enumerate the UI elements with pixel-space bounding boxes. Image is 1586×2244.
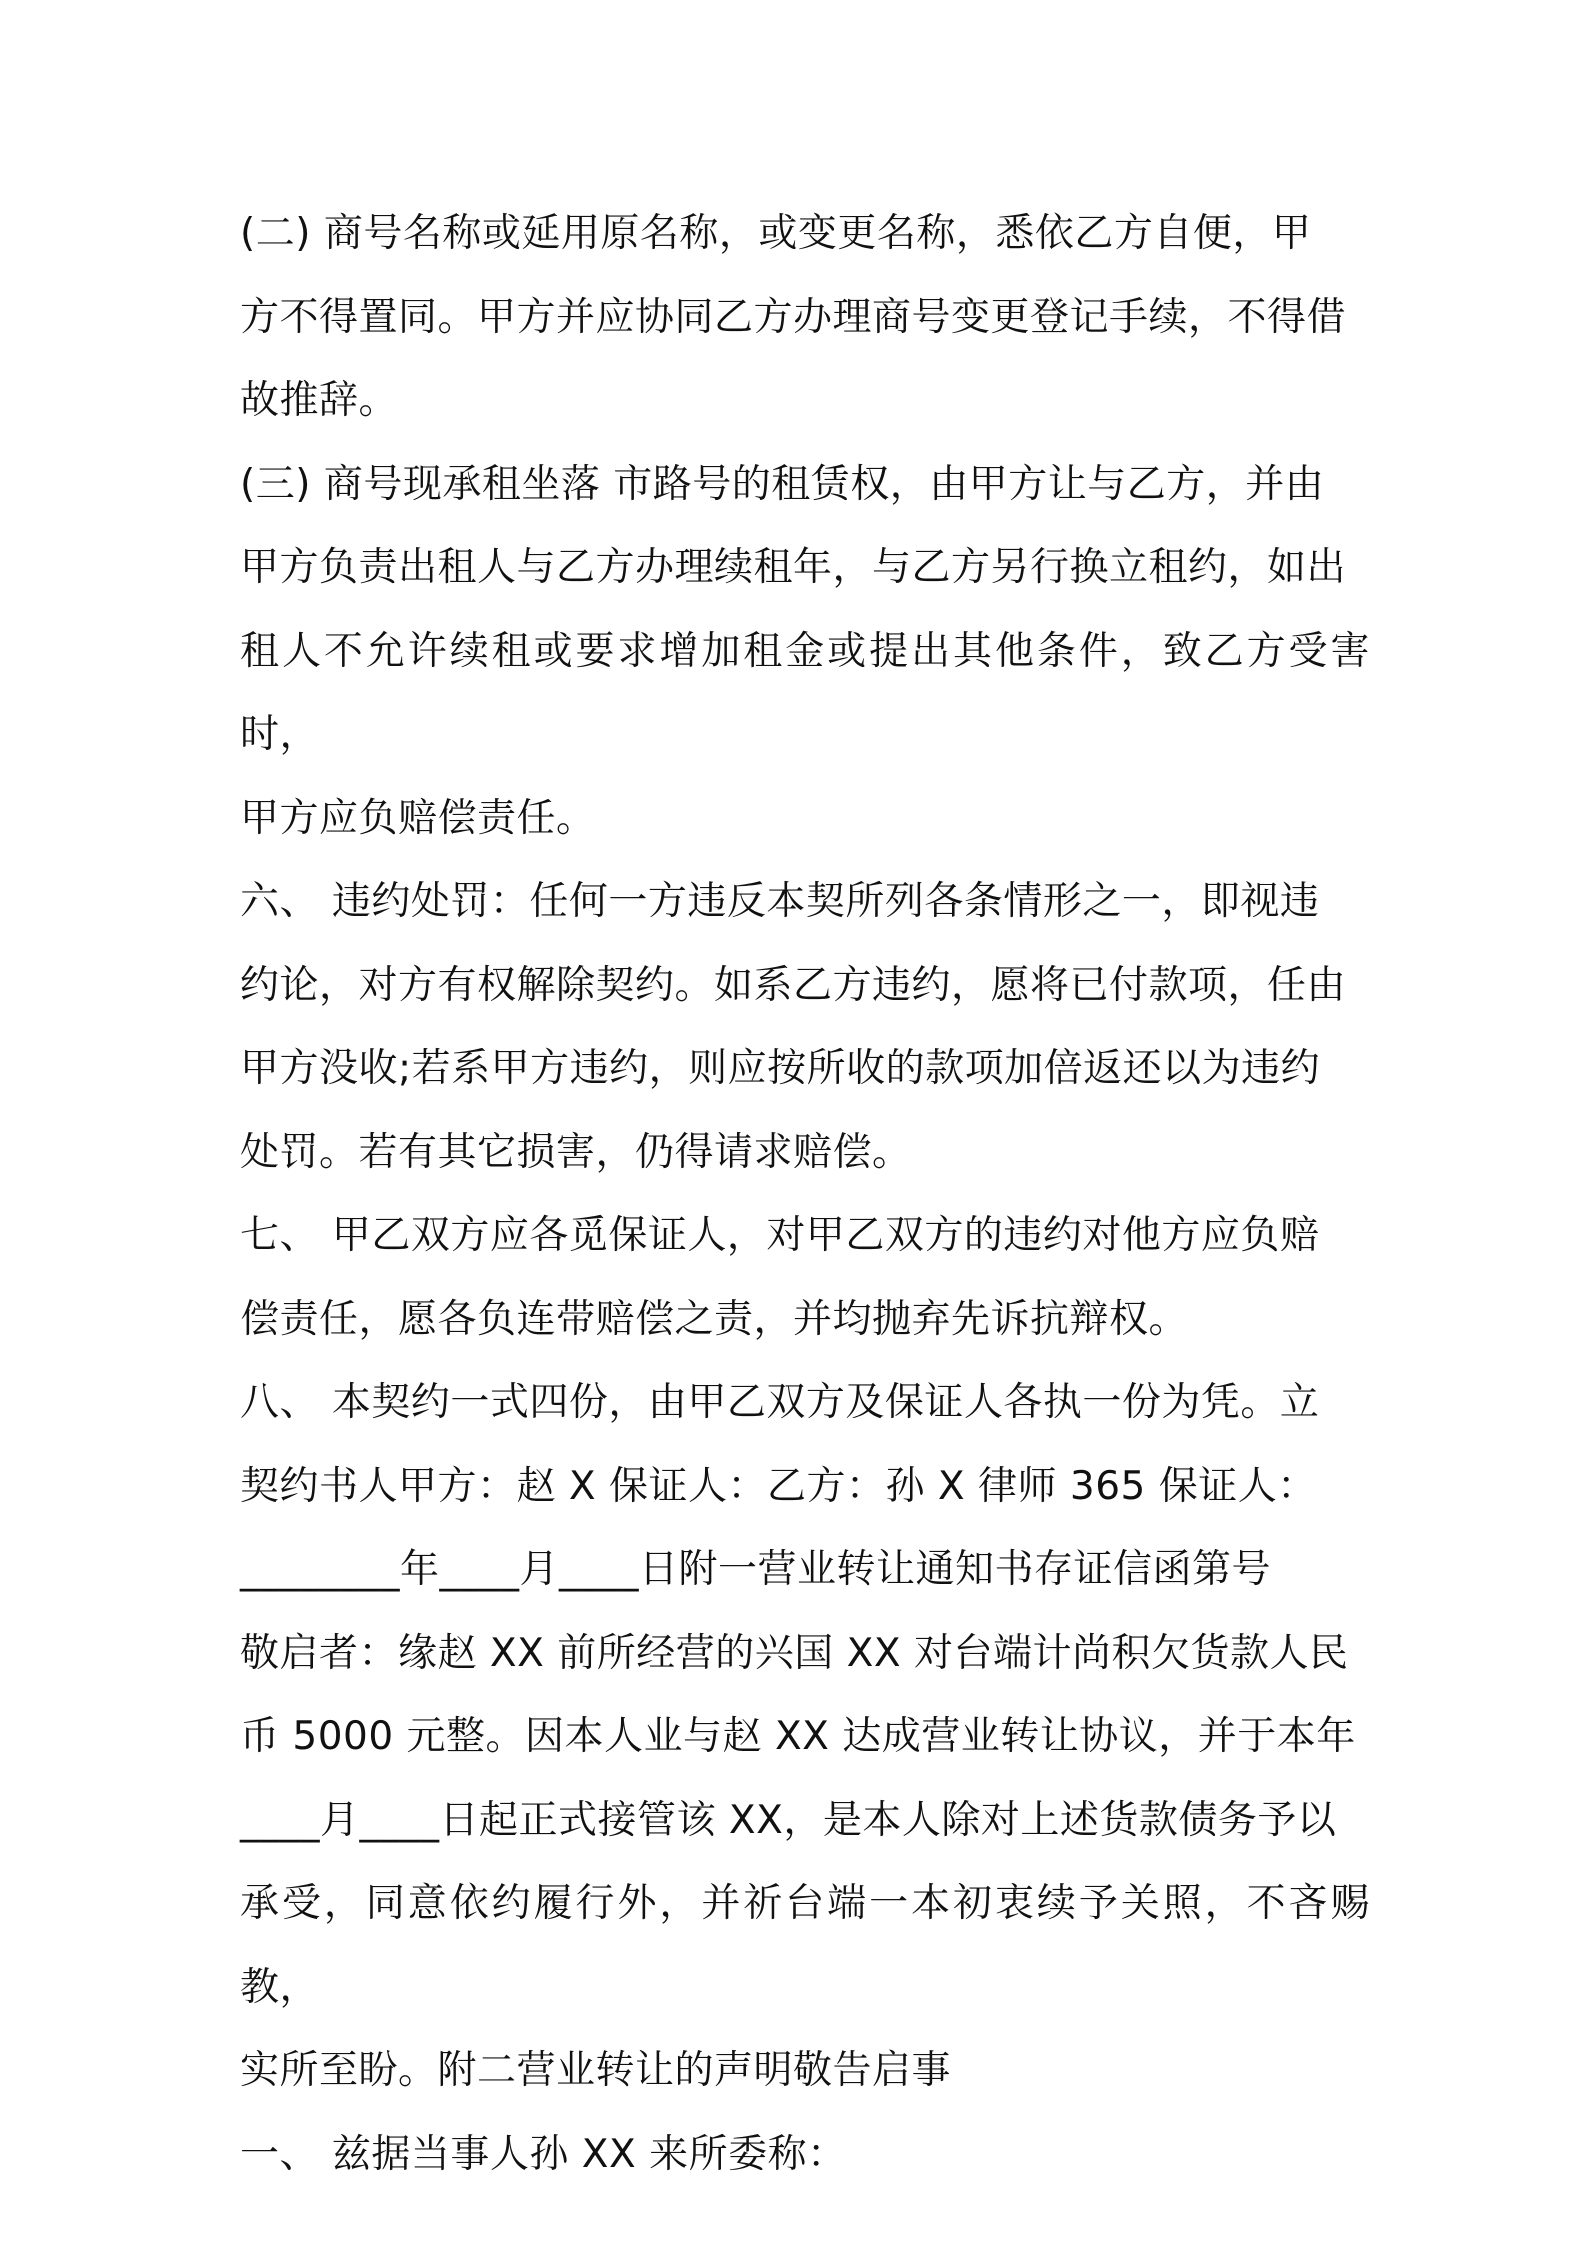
document-body xyxy=(240,192,1370,2196)
paragraph-clause-3 xyxy=(240,443,1370,861)
text-line: 六、 违约处罚：任何一方违反本契所列各条情形之一，即视违 xyxy=(240,879,1320,924)
text-line: 实所至盼。附二营业转让的声明敬告启事 xyxy=(240,2048,952,2093)
text-line: ________年____月____日附一营业转让通知书存证信函第号 xyxy=(240,1547,1272,1592)
text-line: (二) 商号名称或延用原名称，或变更名称，悉依乙方自便，甲 xyxy=(240,211,1312,256)
text-line: 租人不允许续租或要求增加租金或提出其他条件，致乙方受害时， xyxy=(240,628,1370,757)
text-line: 七、 甲乙双方应各觅保证人，对甲乙双方的违约对他方应负赔 xyxy=(240,1213,1320,1258)
text-line: (三) 商号现承租坐落 市路号的租赁权，由甲方让与乙方，并由 xyxy=(240,461,1325,507)
text-line: 甲方应负赔偿责任。 xyxy=(240,795,596,841)
text-line: 契约书人甲方：赵 X 保证人：乙方：孙 X 律师 365 保证人： xyxy=(240,1463,1317,1509)
paragraph-breach-penalty xyxy=(240,860,1370,1194)
paragraph-statement-item-1 xyxy=(240,2113,1370,2197)
text-line: 甲方没收;若系甲方违约，则应按所收的款项加倍返还以为违约 xyxy=(240,1046,1321,1091)
text-line: 偿责任，愿各负连带赔偿之责，并均抛弃先诉抗辩权。 xyxy=(240,1296,1189,1342)
text-line: 方不得置同。甲方并应协同乙方办理商号变更登记手续，不得借 xyxy=(240,294,1347,340)
paragraph-copies-and-notice xyxy=(240,1361,1370,2113)
text-line: 承受，同意依约履行外，并祈台端一本初衷续予关照，不吝赐教， xyxy=(240,1881,1370,2010)
text-line: 一、 兹据当事人孙 XX 来所委称： xyxy=(240,2131,847,2177)
paragraph-clause-2 xyxy=(240,192,1370,443)
text-line: 甲方负责出租人与乙方办理续租年，与乙方另行换立租约，如出 xyxy=(240,545,1347,590)
paragraph-guarantor xyxy=(240,1194,1370,1361)
text-line: 币 5000 元整。因本人业与赵 XX 达成营业转让协议，并于本年 xyxy=(240,1714,1356,1759)
text-line: 八、 本契约一式四份，由甲乙双方及保证人各执一份为凭。立 xyxy=(240,1380,1320,1425)
text-line: 故推辞。 xyxy=(240,378,399,423)
text-line: 处罚。若有其它损害，仍得请求赔偿。 xyxy=(240,1129,912,1175)
text-line: ____月____日起正式接管该 XX，是本人除对上述货款债务予以 xyxy=(240,1797,1337,1843)
text-line: 敬启者：缘赵 XX 前所经营的兴国 XX 对台端计尚积欠货款人民 xyxy=(240,1630,1349,1676)
text-line: 约论，对方有权解除契约。如系乙方违约，愿将已付款项，任由 xyxy=(240,962,1347,1008)
